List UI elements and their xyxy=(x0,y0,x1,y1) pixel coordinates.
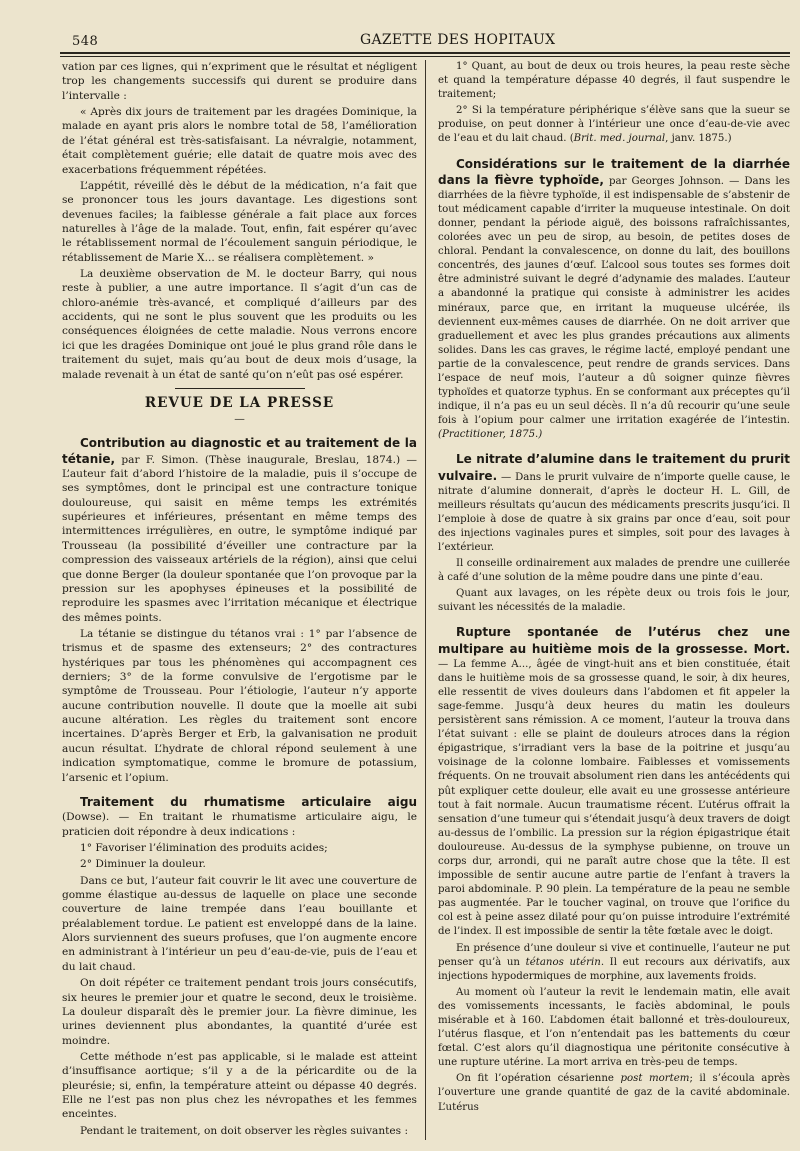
intro-paragraph: vation par ces lignes, qui n’expriment que le résultat et négligent trop les changements successifs qui durent se produire dans l’intervalle : xyxy=(62,61,417,102)
header-rule-thin xyxy=(60,56,790,57)
list-item: 1° Favoriser l’élimination des produits acides; xyxy=(80,841,328,854)
emphasis-text: post mortem xyxy=(620,1073,690,1085)
left-column xyxy=(62,60,417,1138)
article-paragraph: Dans ce but, l’auteur fait couvrir le lit avec une couverture de gomme élastique au-dessus de laquelle on place une seconde couverture de laine trempée dans l’eau bouillante et préalablement tordue. Le patient est enveloppé dans de la laine. Alors surviennent des sueurs profuses, que l’on augmente encore en administrant à l’intérieur un peu d’eau-de-vie, puis de l’eau et du lait chaud. xyxy=(62,874,417,973)
column-divider xyxy=(425,60,426,1140)
journal-title: GAZETTE DES HOPITAUX xyxy=(360,32,556,48)
intro-paragraph: « Après dix jours de traitement par les dragées Dominique, la malade en ayant pris alors le nombre total de 58, l’amélioration de l’état général est très-satisfaisant. La névralgie, notamment, était complètement guérie; elle datait de quatre mois avec des exacerbations fréquemment répétées. xyxy=(62,106,417,176)
article-paragraph xyxy=(438,942,790,984)
emphasis-text: tétanos utérin xyxy=(525,956,601,968)
article-paragraph: On doit répéter ce traitement pendant trois jours consécutifs, six heures le premier jour et quatre le second, deux le troisième. La douleur disparaît dès le premier jour. La fièvre diminue, les urines deviennent plus abondantes, la quantité d’urée est moindre. xyxy=(62,977,417,1047)
article-text: par Georges Johnson. — Dans les diarrhées de la fièvre typhoïde, il est indispensable de s’abstenir de tout médicament capable d’irriter la muqueuse intestinale. On doit donner, pendant la période aiguë, des boissons rafraîchissantes, colorées avec un peu de sirop, au besoin, de petites doses de chloral. Pendant la convalescence, on donne du lait, des bouillons concentrés, des jaunes d’œuf. L’alcool sous toutes ses formes doit être administré suivant le degré d’adynamie des malades. L’auteur a abandonné la pratique qui consiste à administrer les acides minéraux, parce que, en irritant la muqueuse ulcérée, ils deviennent eux-mêmes causes de diarrhée. On ne doit arriver que graduellement et avec les plus grandes précautions aux aliments solides. Dans les cas graves, le régime lacté, employé pendant une partie de la convalescence, peut rendre de grands services. Dans l’espace de neuf mois, l’auteur a dû soigner quinze fièvres typhoïdes et quatorze typhus. En se conformant aux préceptes qu’il indique, il n’a pas eu un seul décès. Il n’a dû recourir qu’une seule fois à l’opium pour calmer une irritation exagérée de l’intestin. xyxy=(438,175,790,427)
article-title: Traitement du rhumatisme articulaire aigu xyxy=(80,794,417,809)
article-nitrate xyxy=(438,452,790,555)
article-text: — La femme A..., âgée de vingt-huit ans et bien constituée, était dans le huitième mois de sa grossesse quand, le soir, à dix heures, elle ressentit de vives douleurs dans l’abdomen et fit appeler la sage-femme. Jusqu’à deux heures du matin les douleurs persistèrent sans rémission. A ce moment, l’auteur la trouva dans l’état suivant : elle se plaint de douleurs atroces dans la région épigastrique, s’irradiant vers la base de la poitrine et jusqu’au voisinage de la colonne lombaire. Faiblesses et vomissements fréquents. On ne trouvait absolument rien dans les antécédents qui pût expliquer cette douleur, elle avait eu une grossesse antérieure tout à fait normale. Aucun traumatisme récent. L’utérus offrait la sensation d’une tumeur qui s’étendait jusqu’à deux travers de doigt au-dessus de l’ombilic. La pression sur la région épigastrique était douloureuse. Au-dessus de la symphyse pubienne, on trouve un corps dur, arrondi, qui ne paraît autre chose que la tête. Il est impossible de sentir aucune autre partie de l’enfant à travers la paroi abdominale. P. 90 plein. La température de la peau ne semble pas augmentée. Par le toucher vaginal, on trouve que l’orifice du col est à peine assez dilaté pour qu’on puisse introduire l’extrémité de l’index. Il est impossible de sentir la tête fœtale avec le doigt. xyxy=(438,658,790,938)
source-citation: (Practitioner, 1875.) xyxy=(438,429,543,441)
intro-paragraph: L’appétit, réveillé dès le début de la médication, n’a fait que se prononcer tous les jours davantage. Les digestions sont devenues faciles; la faiblesse générale a fait place aux forces naturelles à l’âge de la malade. Tout, enfin, fait espérer qu’avec le rétablissement normal de l’écoulement sanguin périodique, le rétablissement de Marie X... se réalisera complètement. » xyxy=(62,179,417,264)
text-segment: . Il eut recours aux dérivatifs, aux injections hypodermiques de morphine, aux lavements froids. xyxy=(438,956,790,982)
article-rupture xyxy=(438,625,790,939)
section-dash: — xyxy=(234,413,245,426)
article-paragraph: La tétanie se distingue du tétanos vrai : 1° par l’absence de trismus et de spasme des extenseurs; 2° des contractures hystériques par tous les phénomènes qui accompagnent ces derniers; 3° de la forme convulsive de l’ergotisme par le symptôme de Trousseau. Pour l’étiologie, l’auteur n’y apporte aucune contribution nouvelle. Il doute que la moelle ait subi aucune altération. Les règles du traitement sont encore incertaines. D’après Berger et Erb, la galvanisation ne produit aucun résultat. L’hydrate de chloral répond seulement à une indication symptomatique, comme le bromure de potassium, l’arsenic et l’opium. xyxy=(62,627,417,784)
article-paragraph: Pendant le traitement, on doit observer les règles suivantes : xyxy=(80,1124,409,1137)
right-column xyxy=(438,60,790,1115)
article-tetanie xyxy=(62,436,417,625)
list-item: 2° Diminuer la douleur. xyxy=(80,858,206,871)
article-paragraph: Cette méthode n’est pas applicable, si le malade est atteint d’insuffisance aortique; s’il y a de la péricardite ou de la pleurésie; si, enfin, la température atteint ou dépasse 40 degrés. Elle ne l’est pas non plus chez les névropathes et les femmes enceintes. xyxy=(62,1051,417,1121)
page-header xyxy=(58,28,790,48)
article-title: Contribution au diagnostic et au traitement de la tétanie, xyxy=(62,436,417,466)
article-rhumatisme xyxy=(62,795,417,839)
article-paragraph: Quant aux lavages, on les répète deux ou trois fois le jour, suivant les nécessités de la maladie. xyxy=(438,588,790,614)
text-segment: On fit l’opération césarienne xyxy=(456,1073,621,1085)
article-title: Rupture spontanée de l’utérus chez une multipare au huitième mois de la grossesse. Mort. xyxy=(438,625,790,656)
article-text: — Dans le prurit vulvaire de n’importe quelle cause, le nitrate d’alumine donnerait, d’après le docteur H. L. Gill, de meilleurs résultats qu’aucun des médicaments prescrits jusqu’ici. Il l’emploie à dose de quatre à six grains par once d’eau, soit pour des injections vaginales pures et simples, soit pour des lavages à l’extérieur. xyxy=(438,471,790,553)
intro-paragraph: La deuxième observation de M. le docteur Barry, qui nous reste à publier, a une autre importance. Il s’agit d’un cas de chloro-anémie très-avancé, et compliqué d’ailleurs par des accidents, qui ne sont le plus souvent que les produits ou les conséquences éloignées de cette maladie. Nous verrons encore ici que les dragées Dominique ont joué le plus grand rôle dans le traitement du sujet, mais qu’au bout de deux mois d’usage, la malade revenait à un état de santé qu’on n’eût pas osé espérer. xyxy=(62,268,417,381)
article-title: Le nitrate d’alumine dans le traitement du prurit vulvaire. xyxy=(438,452,790,483)
article-paragraph: Au moment où l’auteur la revit le lendemain matin, elle avait des vomissements incessants, le faciès abdominal, le pouls misérable et à 160. L’abdomen était ballonné et très-douloureux, l’utérus flasque, et l’on n’entendait pas les battements du cœur fœtal. C’est alors qu’il diagnostiqua une péritonite consécutive à une rupture utérine. La mort arriva en très-peu de temps. xyxy=(438,986,790,1069)
text-segment: , janv. 1875.) xyxy=(665,133,732,145)
article-title: Considérations sur le traitement de la diarrhée dans la fièvre typhoïde, xyxy=(438,156,790,187)
text-segment: 2° Si la température périphérique s’élève sans que la sueur se produise, on peut donner à l’intérieur une once d’eau-de-vie avec de l’eau et du lait chaud. ( xyxy=(438,105,790,145)
article-paragraph xyxy=(438,1072,790,1114)
page-number: 548 xyxy=(72,34,99,49)
ornament-separator xyxy=(62,382,417,396)
article-typhoide xyxy=(438,157,790,443)
text-segment: ; il s’écoula après l’ouverture une grande quantité de gaz de la cavité abdominale. L’utérus xyxy=(438,1073,790,1113)
list-item: 1° Quant, au bout de deux ou trois heures, la peau reste sèche et quand la température dépasse 40 degrés, il faut suspendre le traitement; xyxy=(438,61,790,101)
article-text: par F. Simon. (Thèse inaugurale, Breslau, 1874.) — L’auteur fait d’abord l’histoire de la maladie, puis il s’occupe de ses symptômes, dont le principal est une contracture tonique douloureuse, qui saisit en même temps les extrémités supérieures et inférieures, présentant en même temps des intermittences irrégulières, en outre, le symptôme indiqué par Trousseau (la possibilité d’éveiller une contracture par la compression des vaisseaux artériels de la région), ainsi que celui que donne Berger (la douleur spontanée que l’on provoque par la pression sur les apophyses épineuses et la possibilité de reproduire les spasmes avec l’irritation mécanique et électrique des mêmes points. xyxy=(62,453,417,624)
list-item xyxy=(438,104,790,146)
header-rule xyxy=(60,52,790,54)
source-citation: Brit. med. journal xyxy=(573,133,666,145)
text-segment: En présence d’une douleur si vive et continuelle, l’auteur ne put penser qu’à un xyxy=(438,942,790,968)
article-paragraph: Il conseille ordinairement aux malades de prendre une cuillerée à café d’une solution de la même poudre dans une pinte d’eau. xyxy=(438,558,790,584)
article-text: (Dowse). — En traitant le rhumatisme articulaire aigu, le praticien doit répondre à deux indications : xyxy=(62,811,417,838)
section-heading: REVUE DE LA PRESSE xyxy=(144,394,335,411)
